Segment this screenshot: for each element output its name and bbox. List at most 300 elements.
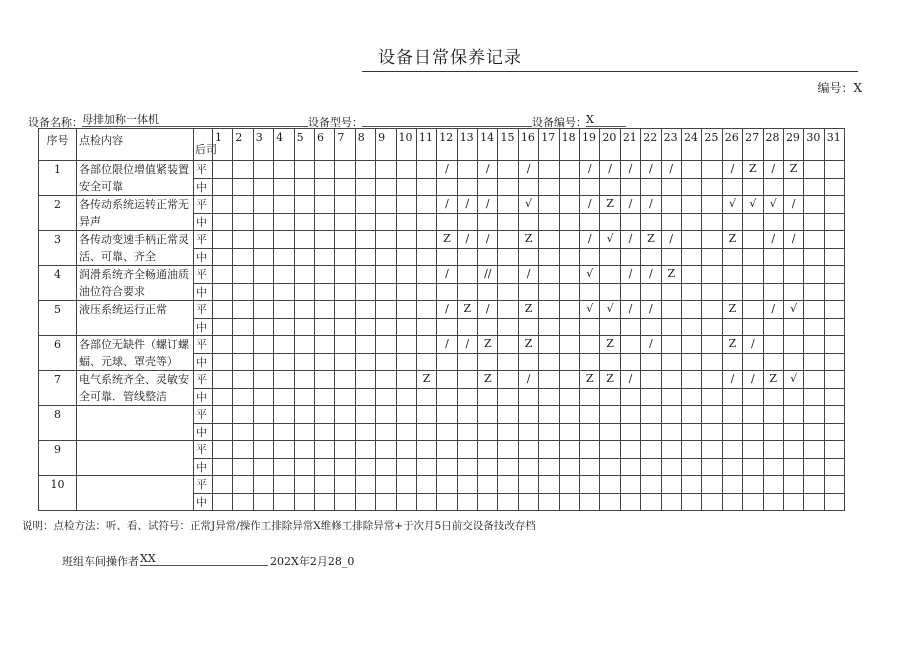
check-cell[interactable] [233,178,253,196]
check-cell[interactable] [824,283,844,301]
check-cell[interactable] [661,423,681,441]
check-cell[interactable] [396,493,416,511]
check-mark[interactable]: / [783,231,803,249]
check-cell[interactable] [314,231,334,249]
check-cell[interactable] [437,248,457,266]
check-cell[interactable] [437,441,457,459]
check-cell[interactable] [702,493,722,511]
check-cell[interactable] [702,231,722,249]
check-cell[interactable] [437,476,457,494]
check-cell[interactable] [681,371,701,389]
check-cell[interactable] [620,336,640,354]
check-cell[interactable] [824,178,844,196]
check-cell[interactable] [722,248,742,266]
check-cell[interactable] [681,388,701,406]
check-cell[interactable] [253,213,273,231]
check-cell[interactable] [661,213,681,231]
check-mark[interactable]: Z [600,196,620,214]
check-cell[interactable] [539,493,559,511]
check-cell[interactable] [702,283,722,301]
check-cell[interactable] [539,196,559,214]
check-mark[interactable]: / [763,231,783,249]
check-cell[interactable] [702,161,722,179]
check-cell[interactable] [396,318,416,336]
check-cell[interactable] [783,213,803,231]
check-cell[interactable] [314,406,334,424]
check-cell[interactable] [539,388,559,406]
check-cell[interactable] [580,458,600,476]
check-mark[interactable]: / [600,161,620,179]
check-cell[interactable] [559,371,579,389]
check-cell[interactable] [355,476,375,494]
check-cell[interactable] [253,423,273,441]
check-cell[interactable] [253,353,273,371]
check-cell[interactable] [539,441,559,459]
check-cell[interactable] [253,301,273,319]
check-cell[interactable] [355,406,375,424]
check-cell[interactable] [539,213,559,231]
check-cell[interactable] [661,301,681,319]
check-mark[interactable]: Z [518,336,538,354]
check-cell[interactable] [253,458,273,476]
check-cell[interactable] [498,458,518,476]
check-cell[interactable] [437,406,457,424]
check-cell[interactable] [355,301,375,319]
check-cell[interactable] [274,336,294,354]
check-cell[interactable] [743,353,763,371]
check-cell[interactable] [763,266,783,284]
check-cell[interactable] [253,161,273,179]
check-cell[interactable] [396,301,416,319]
check-cell[interactable] [641,493,661,511]
check-mark[interactable]: / [620,301,640,319]
check-mark[interactable]: Z [518,301,538,319]
check-cell[interactable] [437,318,457,336]
check-cell[interactable] [722,423,742,441]
check-cell[interactable] [376,493,396,511]
check-cell[interactable] [702,318,722,336]
check-cell[interactable] [498,371,518,389]
check-cell[interactable] [743,406,763,424]
check-cell[interactable] [253,476,273,494]
check-cell[interactable] [376,406,396,424]
check-mark[interactable]: Z [600,336,620,354]
check-cell[interactable] [253,318,273,336]
check-mark[interactable]: / [763,161,783,179]
check-cell[interactable] [743,493,763,511]
check-mark[interactable]: Z [722,336,742,354]
check-cell[interactable] [783,388,803,406]
check-cell[interactable] [539,318,559,336]
check-cell[interactable] [580,353,600,371]
check-cell[interactable] [437,371,457,389]
check-cell[interactable] [681,248,701,266]
check-cell[interactable] [457,318,477,336]
check-cell[interactable] [314,441,334,459]
check-cell[interactable] [274,248,294,266]
check-cell[interactable] [233,231,253,249]
check-cell[interactable] [681,406,701,424]
check-cell[interactable] [743,213,763,231]
check-cell[interactable] [600,458,620,476]
check-cell[interactable] [559,476,579,494]
check-cell[interactable] [559,441,579,459]
check-cell[interactable] [416,353,436,371]
check-cell[interactable] [539,231,559,249]
check-cell[interactable] [253,336,273,354]
check-cell[interactable] [274,388,294,406]
check-cell[interactable] [294,318,314,336]
check-cell[interactable] [376,301,396,319]
check-cell[interactable] [355,336,375,354]
check-cell[interactable] [233,406,253,424]
check-cell[interactable] [681,266,701,284]
check-cell[interactable] [559,248,579,266]
check-cell[interactable] [253,178,273,196]
check-mark[interactable]: / [743,336,763,354]
check-cell[interactable] [355,441,375,459]
check-mark[interactable]: Z [743,161,763,179]
check-cell[interactable] [314,248,334,266]
check-cell[interactable] [824,318,844,336]
check-cell[interactable] [783,406,803,424]
check-cell[interactable] [559,161,579,179]
check-cell[interactable] [437,353,457,371]
check-cell[interactable] [376,248,396,266]
check-cell[interactable] [253,196,273,214]
check-cell[interactable] [620,441,640,459]
check-cell[interactable] [355,353,375,371]
check-cell[interactable] [314,493,334,511]
check-cell[interactable] [580,248,600,266]
check-cell[interactable] [314,301,334,319]
check-cell[interactable] [416,283,436,301]
check-cell[interactable] [518,441,538,459]
check-cell[interactable] [722,318,742,336]
check-cell[interactable] [478,388,498,406]
check-cell[interactable] [396,161,416,179]
check-mark[interactable]: / [478,231,498,249]
check-cell[interactable] [335,301,355,319]
check-cell[interactable] [416,388,436,406]
check-cell[interactable] [518,458,538,476]
check-cell[interactable] [376,476,396,494]
check-mark[interactable]: Z [763,371,783,389]
check-mark[interactable]: / [478,161,498,179]
check-mark[interactable]: √ [763,196,783,214]
check-cell[interactable] [253,266,273,284]
check-mark[interactable]: √ [580,266,600,284]
check-cell[interactable] [416,318,436,336]
check-cell[interactable] [355,283,375,301]
check-cell[interactable] [539,301,559,319]
check-cell[interactable] [702,476,722,494]
check-cell[interactable] [457,283,477,301]
check-cell[interactable] [294,213,314,231]
check-mark[interactable]: / [457,231,477,249]
check-mark[interactable]: / [661,231,681,249]
check-cell[interactable] [804,213,824,231]
check-cell[interactable] [498,283,518,301]
check-cell[interactable] [498,336,518,354]
check-cell[interactable] [416,213,436,231]
check-cell[interactable] [763,441,783,459]
check-mark[interactable]: Z [641,231,661,249]
check-cell[interactable] [478,353,498,371]
check-cell[interactable] [416,441,436,459]
check-cell[interactable] [355,266,375,284]
check-cell[interactable] [641,406,661,424]
check-cell[interactable] [763,476,783,494]
check-cell[interactable] [620,213,640,231]
check-cell[interactable] [498,318,518,336]
check-mark[interactable]: / [478,196,498,214]
check-cell[interactable] [294,458,314,476]
check-cell[interactable] [804,161,824,179]
check-cell[interactable] [824,423,844,441]
check-cell[interactable] [478,178,498,196]
check-cell[interactable] [478,248,498,266]
check-cell[interactable] [294,196,314,214]
check-cell[interactable] [620,388,640,406]
check-mark[interactable]: / [437,336,457,354]
check-cell[interactable] [376,283,396,301]
check-cell[interactable] [661,441,681,459]
check-cell[interactable] [702,406,722,424]
check-cell[interactable] [681,476,701,494]
check-cell[interactable] [722,266,742,284]
check-cell[interactable] [559,388,579,406]
check-cell[interactable] [416,336,436,354]
check-cell[interactable] [722,493,742,511]
check-cell[interactable] [294,161,314,179]
check-cell[interactable] [763,248,783,266]
check-cell[interactable] [213,336,233,354]
check-cell[interactable] [274,318,294,336]
check-cell[interactable] [355,371,375,389]
check-cell[interactable] [763,493,783,511]
check-mark[interactable]: √ [722,196,742,214]
check-cell[interactable] [783,423,803,441]
check-cell[interactable] [213,248,233,266]
check-cell[interactable] [661,336,681,354]
check-cell[interactable] [498,266,518,284]
check-cell[interactable] [396,406,416,424]
check-cell[interactable] [518,493,538,511]
check-cell[interactable] [559,283,579,301]
check-cell[interactable] [539,371,559,389]
check-cell[interactable] [478,441,498,459]
check-cell[interactable] [580,388,600,406]
check-cell[interactable] [213,406,233,424]
check-cell[interactable] [580,406,600,424]
check-cell[interactable] [376,441,396,459]
check-cell[interactable] [824,458,844,476]
check-mark[interactable]: / [783,196,803,214]
check-cell[interactable] [294,178,314,196]
check-cell[interactable] [335,266,355,284]
check-cell[interactable] [824,161,844,179]
check-cell[interactable] [416,178,436,196]
check-cell[interactable] [804,458,824,476]
check-cell[interactable] [335,196,355,214]
check-cell[interactable] [559,178,579,196]
check-cell[interactable] [213,161,233,179]
check-cell[interactable] [702,423,722,441]
check-cell[interactable] [355,318,375,336]
check-cell[interactable] [213,493,233,511]
check-cell[interactable] [376,161,396,179]
check-cell[interactable] [518,353,538,371]
check-cell[interactable] [539,266,559,284]
check-cell[interactable] [213,388,233,406]
check-cell[interactable] [600,353,620,371]
check-cell[interactable] [702,336,722,354]
check-cell[interactable] [763,353,783,371]
check-cell[interactable] [559,266,579,284]
check-mark[interactable]: / [661,161,681,179]
check-cell[interactable] [702,441,722,459]
check-cell[interactable] [376,231,396,249]
check-cell[interactable] [641,441,661,459]
check-cell[interactable] [783,353,803,371]
check-cell[interactable] [294,266,314,284]
check-mark[interactable]: / [580,161,600,179]
check-cell[interactable] [335,248,355,266]
check-cell[interactable] [478,458,498,476]
check-cell[interactable] [681,213,701,231]
check-cell[interactable] [478,423,498,441]
check-cell[interactable] [478,493,498,511]
check-cell[interactable] [620,458,640,476]
check-cell[interactable] [335,458,355,476]
check-cell[interactable] [376,388,396,406]
check-cell[interactable] [763,213,783,231]
check-cell[interactable] [294,441,314,459]
check-cell[interactable] [314,213,334,231]
check-cell[interactable] [274,178,294,196]
check-cell[interactable] [233,423,253,441]
check-cell[interactable] [437,283,457,301]
check-cell[interactable] [641,178,661,196]
check-cell[interactable] [355,231,375,249]
check-cell[interactable] [559,406,579,424]
check-cell[interactable] [783,441,803,459]
check-cell[interactable] [314,266,334,284]
check-cell[interactable] [641,458,661,476]
check-cell[interactable] [335,493,355,511]
check-cell[interactable] [641,388,661,406]
check-cell[interactable] [681,283,701,301]
check-mark[interactable]: Z [580,371,600,389]
check-cell[interactable] [437,493,457,511]
check-cell[interactable] [681,231,701,249]
check-cell[interactable] [681,301,701,319]
check-cell[interactable] [743,248,763,266]
check-cell[interactable] [355,196,375,214]
check-cell[interactable] [824,441,844,459]
check-cell[interactable] [580,476,600,494]
check-cell[interactable] [274,231,294,249]
check-cell[interactable] [600,388,620,406]
check-cell[interactable] [437,388,457,406]
check-cell[interactable] [213,371,233,389]
check-mark[interactable]: / [641,196,661,214]
check-cell[interactable] [416,248,436,266]
check-cell[interactable] [314,371,334,389]
check-cell[interactable] [314,318,334,336]
check-mark[interactable]: Z [437,231,457,249]
check-cell[interactable] [661,458,681,476]
check-cell[interactable] [559,231,579,249]
check-cell[interactable] [478,283,498,301]
check-cell[interactable] [294,301,314,319]
check-cell[interactable] [478,318,498,336]
check-cell[interactable] [376,423,396,441]
check-cell[interactable] [702,301,722,319]
check-mark[interactable]: / [437,266,457,284]
check-cell[interactable] [314,476,334,494]
check-cell[interactable] [253,406,273,424]
check-cell[interactable] [580,423,600,441]
check-mark[interactable]: Z [722,231,742,249]
check-cell[interactable] [498,353,518,371]
check-cell[interactable] [213,458,233,476]
check-cell[interactable] [355,213,375,231]
check-cell[interactable] [274,493,294,511]
check-cell[interactable] [702,213,722,231]
check-cell[interactable] [457,161,477,179]
check-cell[interactable] [233,283,253,301]
check-cell[interactable] [253,283,273,301]
check-cell[interactable] [722,283,742,301]
check-cell[interactable] [457,493,477,511]
check-cell[interactable] [681,336,701,354]
check-cell[interactable] [294,371,314,389]
check-cell[interactable] [355,161,375,179]
check-cell[interactable] [274,441,294,459]
check-cell[interactable] [661,178,681,196]
check-cell[interactable] [600,283,620,301]
check-cell[interactable] [681,161,701,179]
check-cell[interactable] [681,178,701,196]
check-cell[interactable] [824,231,844,249]
check-cell[interactable] [233,493,253,511]
check-cell[interactable] [743,301,763,319]
check-cell[interactable] [274,266,294,284]
check-cell[interactable] [743,423,763,441]
check-cell[interactable] [416,458,436,476]
check-cell[interactable] [396,371,416,389]
check-cell[interactable] [559,196,579,214]
check-cell[interactable] [783,476,803,494]
check-cell[interactable] [804,231,824,249]
check-mark[interactable]: √ [600,231,620,249]
check-cell[interactable] [804,318,824,336]
check-cell[interactable] [376,371,396,389]
check-cell[interactable] [804,423,824,441]
check-cell[interactable] [294,336,314,354]
check-cell[interactable] [498,406,518,424]
check-cell[interactable] [580,213,600,231]
check-cell[interactable] [274,406,294,424]
check-cell[interactable] [580,493,600,511]
check-cell[interactable] [335,423,355,441]
check-cell[interactable] [274,213,294,231]
check-cell[interactable] [559,423,579,441]
check-cell[interactable] [559,458,579,476]
check-cell[interactable] [702,178,722,196]
